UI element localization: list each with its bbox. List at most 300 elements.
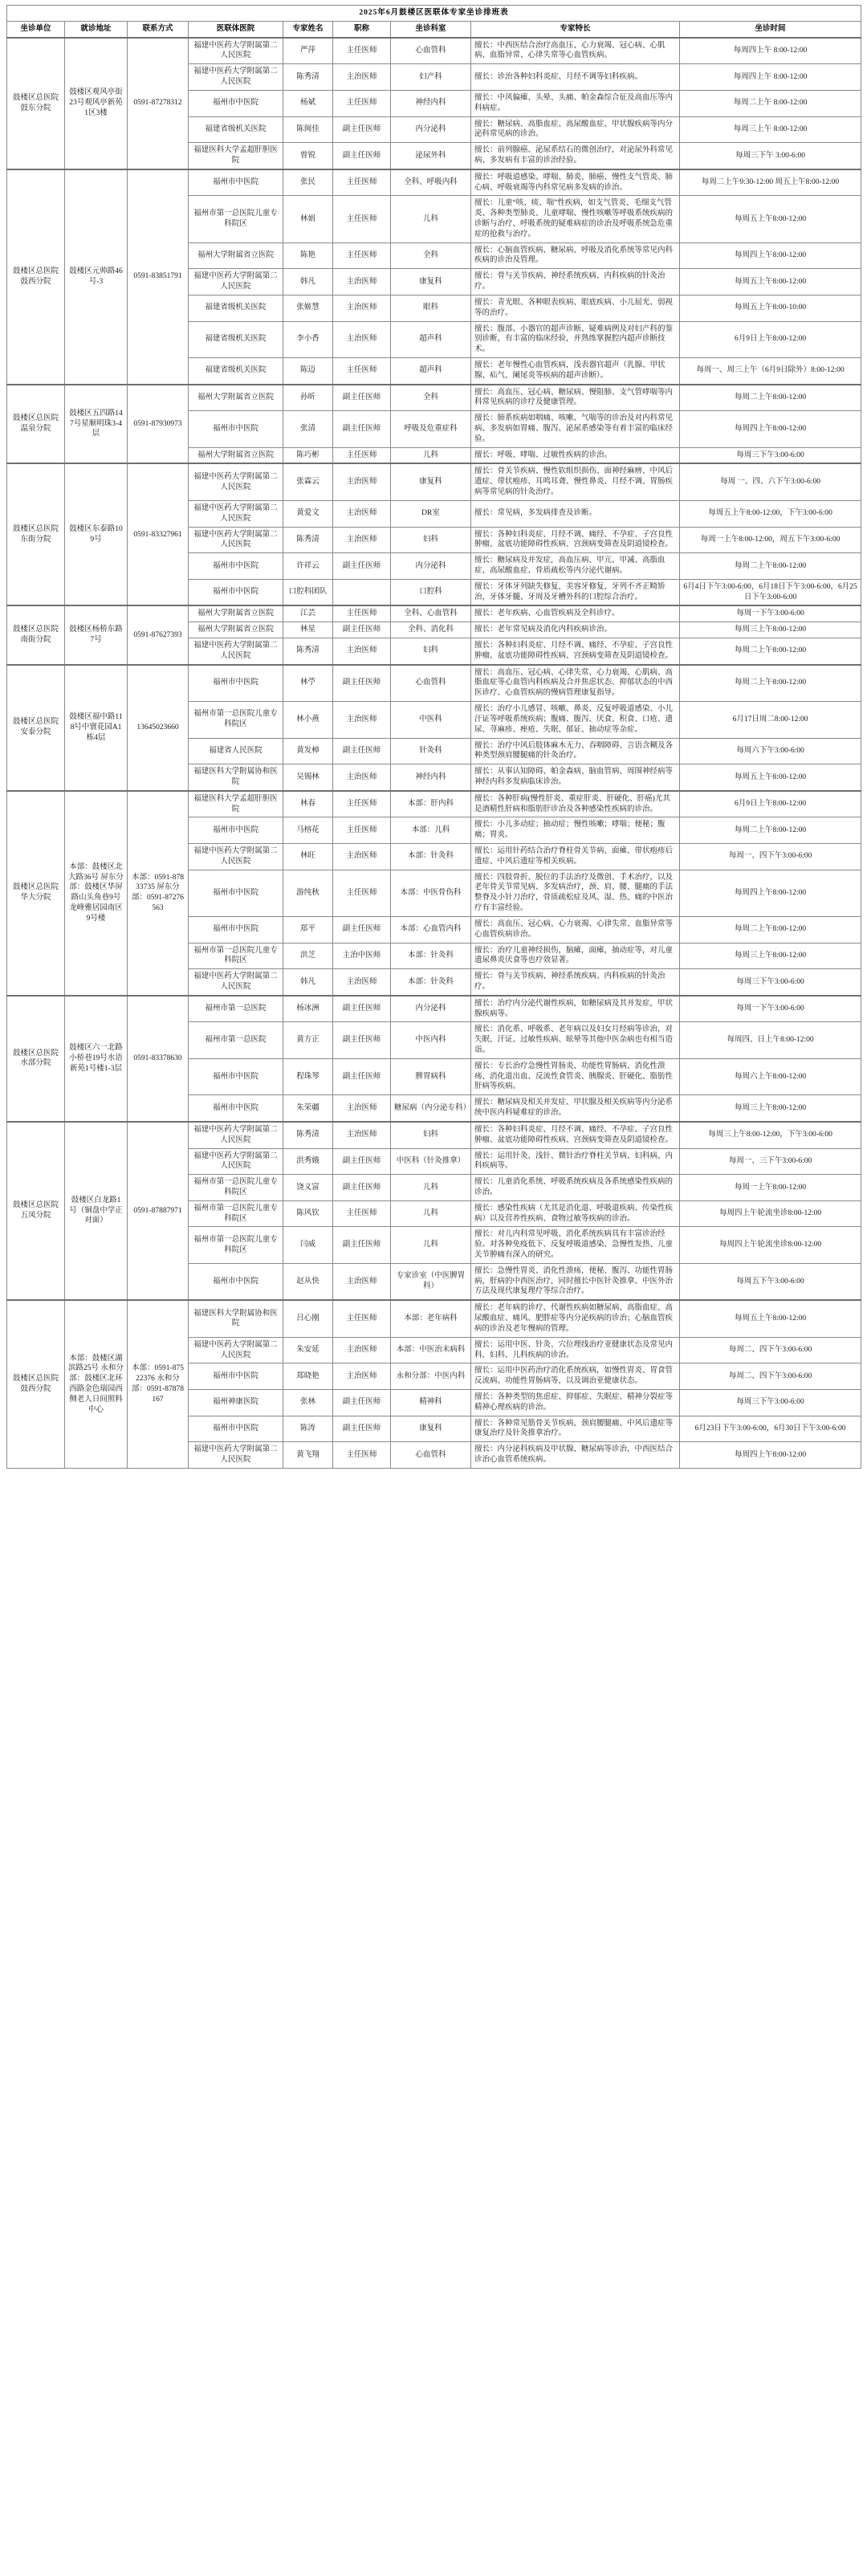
cell-job-title <box>333 579 391 605</box>
cell-hospital: 福州市中医院 <box>189 579 283 605</box>
cell-time: 每周一下午3:00-6:00 <box>680 996 861 1022</box>
cell-hospital: 福州市中医院 <box>189 870 283 916</box>
cell-expert-name: 黄爱文 <box>283 500 333 527</box>
cell-specialty: 擅长：高血压、冠心病、糖尿病、慢阻肺、支气管哮喘等内科常见疾病的诊疗及健康管理。 <box>471 385 680 411</box>
cell-time: 每周三上午8:00-12:00 <box>680 943 861 969</box>
cell-expert-name: 饶义富 <box>283 1175 333 1201</box>
cell-expert-name: 陈风钦 <box>283 1200 333 1227</box>
table-row <box>7 1300 861 1337</box>
cell-specialty: 擅长：糖尿病、高脂血症、高尿酸血症、甲状腺疾病等内分泌科常见病的诊治。 <box>471 116 680 143</box>
cell-department: 本部：中医骨伤科 <box>391 870 471 916</box>
cell-contact: 0591-87627393 <box>128 605 189 664</box>
cell-time: 6月9日上午8:00-12:00 <box>680 321 861 357</box>
cell-hospital: 福建中医药大学附属第二人民医院 <box>189 1442 283 1469</box>
cell-job-title: 主任医师 <box>333 243 391 269</box>
cell-time: 每周三下午3:00-6:00 <box>680 447 861 463</box>
cell-hospital: 福州市中医院 <box>189 1363 283 1390</box>
cell-department: 口腔科 <box>391 579 471 605</box>
cell-hospital: 福建医科大学孟超肝胆医院 <box>189 143 283 169</box>
cell-specialty: 擅长：青光眼、各种眼表疾病、眼底疾病、小儿屈光、弱视等的治疗。 <box>471 295 680 321</box>
cell-expert-name: 吴锡林 <box>283 764 333 791</box>
cell-hospital: 福建中医药大学附属第二人民医院 <box>189 269 283 296</box>
cell-expert-name: 陈巧彬 <box>283 447 333 463</box>
cell-expert-name: 张霖云 <box>283 463 333 500</box>
cell-contact: 0591-87278312 <box>128 38 189 169</box>
cell-job-title: 主任医师 <box>333 169 391 196</box>
cell-department: 本部：针灸科 <box>391 844 471 870</box>
cell-hospital: 福州大学附属省立医院 <box>189 243 283 269</box>
cell-time: 每周二上午8:00-12:00 <box>680 665 861 702</box>
cell-specialty: 擅长：对儿内科常见呼吸、消化系统疾病具有丰富诊治经验。对各种免疫低下、反复呼吸道感染、急慢性发热、儿童关节肿痛有深入的研究。 <box>471 1227 680 1263</box>
cell-unit: 鼓楼区总医院安泰分院 <box>7 665 65 791</box>
cell-specialty: 擅长：前列腺癌、泌尿系结石的微创治疗，对泌尿外科常见病、多发病有丰富的诊治经验。 <box>471 143 680 169</box>
cell-department: 针灸科 <box>391 738 471 764</box>
cell-expert-name: 严萍 <box>283 38 333 64</box>
cell-time: 每周二上午 8:00-12:00 <box>680 90 861 116</box>
cell-department: 妇产科 <box>391 64 471 91</box>
cell-job-title: 副主任医师 <box>333 665 391 702</box>
cell-expert-name: 吕心刚 <box>283 1300 333 1337</box>
cell-department: 脾胃病科 <box>391 1058 471 1094</box>
cell-job-title: 主治医师 <box>333 1095 391 1122</box>
cell-hospital: 福州市第一总医院儿童专科院区 <box>189 1175 283 1201</box>
cell-time: 6月23日下午3:00-6:00，6月30日下午3:00-6:00 <box>680 1416 861 1442</box>
cell-unit: 鼓楼区总医院五凤分院 <box>7 1122 65 1300</box>
cell-expert-name: 朱荣疆 <box>283 1095 333 1122</box>
cell-time: 每周五上午8:00-12:00 <box>680 764 861 791</box>
cell-time: 每周四上午 8:00-12:00 <box>680 64 861 91</box>
cell-hospital: 福州市中医院 <box>189 817 283 844</box>
cell-job-title: 副主任医师 <box>333 411 391 447</box>
cell-expert-name: 黄飞翔 <box>283 1442 333 1469</box>
cell-department: 康复科 <box>391 463 471 500</box>
cell-hospital: 福建中医药大学附属第二人民医院 <box>189 638 283 665</box>
cell-department: 专家诊室（中医脾胃科） <box>391 1263 471 1300</box>
cell-contact: 0591-87930973 <box>128 385 189 464</box>
cell-job-title: 主治中医师 <box>333 943 391 969</box>
schedule-table <box>6 5 861 1469</box>
cell-hospital: 福建省人民医院 <box>189 738 283 764</box>
cell-job-title: 主治医师 <box>333 702 391 738</box>
cell-job-title: 副主任医师 <box>333 996 391 1022</box>
cell-hospital: 福建省级机关医院 <box>189 116 283 143</box>
cell-department: 全科 <box>391 243 471 269</box>
cell-specialty: 擅长：中风偏瘫、头晕、头痛、帕金森综合征及高血压等内科病症。 <box>471 90 680 116</box>
cell-expert-name: 郑晓艳 <box>283 1363 333 1390</box>
cell-expert-name: 林星 <box>283 622 333 638</box>
cell-time: 每周四上午8:00-12:00 <box>680 1442 861 1469</box>
cell-job-title: 主任医师 <box>333 447 391 463</box>
cell-job-title: 副主任医师 <box>333 622 391 638</box>
cell-job-title: 副主任医师 <box>333 1175 391 1201</box>
cell-department: DR室 <box>391 500 471 527</box>
cell-specialty: 擅长：急慢性胃炎、消化性溃疡，便秘、腹泻、功能性胃肠病，肝病的中西医治疗，同时擅长中医针灸推拿、中医外治方法及现代康复理疗等综合治疗。 <box>471 1263 680 1300</box>
header-job-title: 职称 <box>333 21 391 37</box>
cell-job-title: 主治医师 <box>333 321 391 357</box>
table-row <box>7 463 861 500</box>
cell-address: 鼓楼区五四路147号星顺明珠3-4层 <box>65 385 128 464</box>
cell-time: 6月4日下午3:00-6:00，6月18日下午3:00-6:00，6月25日下午3:00-6:00 <box>680 579 861 605</box>
cell-specialty: 擅长：运用中医、针灸、穴位埋线治疗亚健康状态及常见内科、妇科、儿科疾病的诊治。 <box>471 1337 680 1363</box>
cell-specialty: 擅长：内分泌科疾病及甲状腺、糖尿病等诊治，中西医结合诊治心血管系统疾病。 <box>471 1442 680 1469</box>
cell-job-title: 主治医师 <box>333 500 391 527</box>
cell-unit: 鼓楼区总医院鼓西分院 <box>7 1300 65 1468</box>
cell-job-title: 副主任医师 <box>333 1058 391 1094</box>
cell-expert-name: 陈迈 <box>283 357 333 384</box>
table-row <box>7 996 861 1022</box>
cell-unit: 鼓楼区总医院南街分院 <box>7 605 65 664</box>
cell-specialty: 擅长：骨关节疾病、慢性软组织损伤、面神经麻痹、中风后遗症、带状疱疹、耳鸣耳聋、慢性鼻炎、月经不调、胃肠疾病等常见病的针灸治疗。 <box>471 463 680 500</box>
cell-hospital: 福建中医药大学附属第二人民医院 <box>189 1148 283 1175</box>
cell-job-title: 副主任医师 <box>333 143 391 169</box>
header-department: 坐诊科室 <box>391 21 471 37</box>
cell-specialty: 擅长：小儿多动症；抽动症；慢性咳嗽；哮喘；便秘；腹痛；胃炎。 <box>471 817 680 844</box>
cell-contact: 本部：0591-87522376 永和分部：0591-87878167 <box>128 1300 189 1468</box>
cell-time: 每周二、四下午3:00-6:00 <box>680 1363 861 1390</box>
cell-hospital: 福州市第一总医院儿童专科院区 <box>189 196 283 243</box>
cell-hospital: 福州市中医院 <box>189 1058 283 1094</box>
table-head <box>7 6 861 38</box>
cell-specialty: 擅长：高血压、冠心病、心力衰竭、心律失常、血脂异常等心血管疾病诊治。 <box>471 916 680 943</box>
cell-time: 每周五上午8:00-12:00 <box>680 1300 861 1337</box>
cell-time: 每周四上午8:00-12:00 <box>680 870 861 916</box>
cell-time: 每周五上午8:00-12:00 <box>680 196 861 243</box>
cell-hospital: 福建中医药大学附属第二人民医院 <box>189 64 283 91</box>
cell-department: 呼吸及危重症科 <box>391 411 471 447</box>
cell-expert-name: 张民 <box>283 169 333 196</box>
cell-specialty: 擅长：各种常见筋骨关节疾病、颈肩腰腿痛、中风后遗症等康复治疗及针灸推拿治疗。 <box>471 1416 680 1442</box>
table-row <box>7 1122 861 1148</box>
cell-time: 每周四上午轮流坐诊8:00-12:00 <box>680 1227 861 1263</box>
cell-time: 每周五下午3:00-6:00 <box>680 1263 861 1300</box>
cell-department: 超声科 <box>391 357 471 384</box>
cell-expert-name: 林旺 <box>283 844 333 870</box>
cell-job-title: 主治医师 <box>333 295 391 321</box>
cell-hospital: 福建省级机关医院 <box>189 295 283 321</box>
cell-job-title: 副主任医师 <box>333 738 391 764</box>
cell-job-title: 主任医师 <box>333 196 391 243</box>
cell-expert-name: 韩凡 <box>283 969 333 996</box>
cell-job-title: 副主任医师 <box>333 385 391 411</box>
cell-department: 儿科 <box>391 1200 471 1227</box>
cell-address: 鼓楼区白龙路1号（铜盘中学正对面） <box>65 1122 128 1300</box>
cell-job-title: 主任医师 <box>333 791 391 817</box>
cell-hospital: 福州市中医院 <box>189 665 283 702</box>
cell-specialty: 擅长：消化系、呼吸系、老年病以及妇女月经病等诊治，对失眠、汗证、过敏性疾病、眩晕等其他中医杂病也有相当造诣。 <box>471 1022 680 1058</box>
cell-specialty: 擅长：常见病，多发病排查及诊断。 <box>471 500 680 527</box>
cell-department: 本部：心血管内科 <box>391 916 471 943</box>
cell-hospital: 福建医科大学孟超肝胆医院 <box>189 791 283 817</box>
cell-department: 眼科 <box>391 295 471 321</box>
cell-hospital: 福建中医药大学附属第二人民医院 <box>189 844 283 870</box>
cell-department: 永和分部：中医内科 <box>391 1363 471 1390</box>
cell-hospital: 福州大学附属省立医院 <box>189 605 283 622</box>
cell-specialty: 擅长：各种类型的焦虑症、抑郁症、失眠症、精神分裂症等精神心理疾病的诊治。 <box>471 1389 680 1416</box>
cell-job-title: 主治医师 <box>333 969 391 996</box>
cell-hospital: 福建中医药大学附属第二人民医院 <box>189 527 283 553</box>
cell-hospital: 福州市第一总医院 <box>189 1022 283 1058</box>
cell-expert-name: 陈秀清 <box>283 64 333 91</box>
cell-time: 每周二上午8:00-12:00 <box>680 817 861 844</box>
cell-hospital: 福建中医药大学附属第二人民医院 <box>189 969 283 996</box>
cell-unit: 鼓楼区总医院温泉分院 <box>7 385 65 464</box>
cell-expert-name: 林小燕 <box>283 702 333 738</box>
cell-specialty: 擅长：糖尿病及并发症，高血压病、甲亢、甲减、高脂血症、高尿酸血症、骨质疏松等内分泌代谢病。 <box>471 553 680 580</box>
cell-hospital: 福州大学附属省立医院 <box>189 385 283 411</box>
cell-time: 每周三上午8:00-12:00 <box>680 1095 861 1122</box>
cell-time: 每周三上午8:00-12:00 <box>680 622 861 638</box>
cell-job-title: 主任医师 <box>333 38 391 64</box>
cell-job-title: 副主任医师 <box>333 1389 391 1416</box>
title-row <box>7 6 861 22</box>
cell-contact: 0591-83378630 <box>128 996 189 1122</box>
cell-time: 每周二、四下午3:00-6:00 <box>680 1337 861 1363</box>
cell-hospital: 福建省级机关医院 <box>189 357 283 384</box>
cell-job-title: 主任医师 <box>333 1442 391 1469</box>
cell-expert-name: 闫威 <box>283 1227 333 1263</box>
cell-time: 每周四上午8:00-12:00 <box>680 243 861 269</box>
cell-department: 本部：儿科 <box>391 817 471 844</box>
cell-unit: 鼓楼区总医院鼓东分院 <box>7 38 65 169</box>
cell-expert-name: 黄方正 <box>283 1022 333 1058</box>
cell-job-title: 副主任医师 <box>333 553 391 580</box>
cell-hospital: 福州大学附属省立医院 <box>189 447 283 463</box>
cell-expert-name: 张清 <box>283 411 333 447</box>
cell-job-title: 主治医师 <box>333 844 391 870</box>
cell-specialty: 擅长：高血压、冠心病、心律失常、心力衰竭、心肌病、高脂血症等心血管内科疾病及合并焦虑状态、抑郁状态的中西医诊疗、心血管疾病的慢病管理康复指导。 <box>471 665 680 702</box>
cell-time: 每周一上午8:00-12:00，周五下午3:00-6:00 <box>680 527 861 553</box>
cell-specialty: 擅长：各种妇科炎症、月经不调、痛经、不孕症、子宫良性肿瘤、盆底功能障碍性疾病、宫颈病变筛查及阴道镜检查。 <box>471 1122 680 1148</box>
cell-expert-name: 朱安延 <box>283 1337 333 1363</box>
cell-department: 妇科 <box>391 638 471 665</box>
cell-specialty: 擅长：各种肝病(慢性肝炎、重症肝炎、肝硬化、肝癌)尤其是酒精性肝病和脂肪肝诊治及各种感染性疾病的诊治。 <box>471 791 680 817</box>
cell-hospital: 福建中医药大学附属第二人民医院 <box>189 463 283 500</box>
cell-contact: 本部：0591-87833735 屏东分部：0591-87276563 <box>128 791 189 996</box>
cell-department: 精神科 <box>391 1389 471 1416</box>
cell-department: 超声科 <box>391 321 471 357</box>
cell-time: 每周三上午 8:00-12:00 <box>680 116 861 143</box>
cell-time: 每周 一、四、六下午3:00-6:00 <box>680 463 861 500</box>
cell-hospital: 福州市第一总医院儿童专科院区 <box>189 943 283 969</box>
cell-unit: 鼓楼区总医院东街分院 <box>7 463 65 605</box>
cell-expert-name: 杨斌 <box>283 90 333 116</box>
cell-department: 全科 <box>391 385 471 411</box>
cell-time: 每周一下午3:00-6:00 <box>680 605 861 622</box>
cell-department: 康复科 <box>391 1416 471 1442</box>
table-row <box>7 665 861 702</box>
cell-job-title: 主治医师 <box>333 764 391 791</box>
cell-department: 神经内科 <box>391 90 471 116</box>
cell-specialty: 擅长：四肢骨折、脱位的手法治疗及微创、手术治疗，以及老年骨关节常见病、多发病治疗，颈、肩、腰、腿痛的手法整脊及小针刀治疗，骨质疏松症及风、湿、热、痛的中医治疗有丰富经验。 <box>471 870 680 916</box>
cell-job-title: 主任医师 <box>333 605 391 622</box>
cell-expert-name: 游纯秋 <box>283 870 333 916</box>
cell-expert-name: 张林 <box>283 1389 333 1416</box>
cell-job-title: 主任医师 <box>333 817 391 844</box>
schedule-sheet <box>0 5 867 1469</box>
cell-address: 鼓楼区杨桥东路7号 <box>65 605 128 664</box>
cell-expert-name: 曾锐 <box>283 143 333 169</box>
cell-time: 6月17日周二8:00-12:00 <box>680 702 861 738</box>
cell-expert-name: 赵从快 <box>283 1263 333 1300</box>
cell-hospital: 福州市中医院 <box>189 553 283 580</box>
cell-specialty: 擅长：感染性疾病（尤其是消化道、呼吸道疾病、传染性疾病）以及营养性疾病、食物过敏等疾病的诊治。 <box>471 1200 680 1227</box>
cell-hospital: 福建省级机关医院 <box>189 321 283 357</box>
cell-specialty: 擅长：从事认知障碍、帕金森病、脑血管病、周围神经病等神经内科多发病临床诊治。 <box>471 764 680 791</box>
cell-job-title: 主任医师 <box>333 357 391 384</box>
cell-department: 中医内科 <box>391 1022 471 1058</box>
cell-expert-name: 许祥云 <box>283 553 333 580</box>
cell-time: 每周三下午3:00-6:00 <box>680 969 861 996</box>
cell-expert-name: 张姬慧 <box>283 295 333 321</box>
cell-specialty: 擅长：儿童消化系统、呼吸系统疾病及各系统感染性疾病的诊治。 <box>471 1175 680 1201</box>
cell-address: 本部：鼓楼区北大路36号 屏东分部：鼓楼区华屏路山头角巷9号龙峰雅居园南区9号楼 <box>65 791 128 996</box>
cell-job-title: 副主任医师 <box>333 116 391 143</box>
cell-department: 儿科 <box>391 196 471 243</box>
cell-specialty: 擅长：老年常见病及消化内科疾病诊治。 <box>471 622 680 638</box>
cell-hospital: 福州市第一总医院 <box>189 996 283 1022</box>
cell-job-title: 副主任医师 <box>333 1416 391 1442</box>
cell-expert-name: 洪秀娥 <box>283 1148 333 1175</box>
cell-specialty: 擅长：腹部、小器官的超声诊断、疑难病例及对妇产科的鉴别诊断，有丰富的临床经验，并熟练掌握腔内超声诊断技术。 <box>471 321 680 357</box>
cell-time: 每周一、三下午3:00-6:00 <box>680 1148 861 1175</box>
header-expert-name: 专家姓名 <box>283 21 333 37</box>
cell-specialty: 擅长：治疗中风后肢体麻木无力、吞咽障碍、言语含糊及各种类型颈肩腰腿痛的针灸治疗。 <box>471 738 680 764</box>
cell-expert-name: 马榕花 <box>283 817 333 844</box>
cell-specialty: 擅长：运用针药结合治疗脊柱骨关节病、面瘫、带状疱疹后遗症、中风后遗症等相关疾病。 <box>471 844 680 870</box>
cell-department: 内分泌科 <box>391 553 471 580</box>
cell-hospital: 福州市第一总医院儿童专科院区 <box>189 1200 283 1227</box>
cell-job-title: 副主任医师 <box>333 1022 391 1058</box>
cell-specialty: 擅长：肺系疾病如咽痛、咳嗽、气喘等的诊治及对内科常见病、多发病如胃痛、腹泻、泌尿系感染等有着丰富的临床经验。 <box>471 411 680 447</box>
header-contact: 联系方式 <box>128 21 189 37</box>
cell-department: 心血管科 <box>391 1442 471 1469</box>
cell-unit: 鼓楼区总医院华大分院 <box>7 791 65 996</box>
cell-department: 心血管科 <box>391 38 471 64</box>
header-unit: 坐诊单位 <box>7 21 65 37</box>
cell-department: 全科、消化科 <box>391 622 471 638</box>
cell-time: 每周二上午8:00-12:00 <box>680 638 861 665</box>
cell-specialty: 擅长：老年慢性心血管疾病，浅表器官超声（乳腺、甲状腺、疝气、阑尾炎等疾病的超声诊断）。 <box>471 357 680 384</box>
cell-contact: 0591-83327961 <box>128 463 189 605</box>
cell-time: 每周六上午8:00-12:00 <box>680 1058 861 1094</box>
cell-department: 内分泌科 <box>391 116 471 143</box>
cell-expert-name: 林苧 <box>283 665 333 702</box>
cell-expert-name: 陈秀清 <box>283 638 333 665</box>
cell-department: 本部：肝内科 <box>391 791 471 817</box>
cell-time: 每周四上午 8:00-12:00 <box>680 38 861 64</box>
cell-specialty: 擅长：呼吸道感染、哮喘、肺炎、肺癌、慢性支气管炎、肺心病、呼吸衰竭等内科常见病多发病的诊治。 <box>471 169 680 196</box>
cell-department: 妇科 <box>391 1122 471 1148</box>
cell-unit: 鼓楼区总医院鼓西分院 <box>7 169 65 385</box>
cell-department: 内分泌科 <box>391 996 471 1022</box>
cell-hospital: 福州市中医院 <box>189 169 283 196</box>
cell-hospital: 福州神康医院 <box>189 1389 283 1416</box>
cell-specialty: 擅长：呼吸、哮喘、过敏性疾病的诊治。 <box>471 447 680 463</box>
cell-time: 6月9日上午8:00-12:00 <box>680 791 861 817</box>
cell-address: 鼓楼区元帅路46号-3 <box>65 169 128 385</box>
cell-job-title: 主任医师 <box>333 1300 391 1337</box>
cell-department: 本部：针灸科 <box>391 943 471 969</box>
cell-department: 全科、呼吸内科 <box>391 169 471 196</box>
cell-time: 每周三下午 3:00-6:00 <box>680 143 861 169</box>
cell-job-title: 主治医师 <box>333 1363 391 1390</box>
cell-department: 神经内科 <box>391 764 471 791</box>
cell-time: 每周一上午8:00-12:00 <box>680 1175 861 1201</box>
cell-expert-name: 陈艳 <box>283 243 333 269</box>
cell-expert-name: 陈闽佳 <box>283 116 333 143</box>
cell-specialty: 擅长：牙体牙列缺失修复，美容牙修复，牙列不齐正畸矫治，牙体牙髓、牙周及牙槽外科的口腔综合治疗。 <box>471 579 680 605</box>
header-time: 坐诊时间 <box>680 21 861 37</box>
cell-specialty: 擅长：专长治疗急慢性胃肠炎、功能性胃肠病、消化性溃疡、消化道出血、反流性食管炎、胰腺炎、肝硬化、脂肪性肝病等疾病。 <box>471 1058 680 1094</box>
cell-expert-name: 江芸 <box>283 605 333 622</box>
cell-department: 中医科 <box>391 702 471 738</box>
cell-expert-name: 孙昕 <box>283 385 333 411</box>
cell-time: 每周二上午8:00-12:00 <box>680 916 861 943</box>
cell-contact: 0591-83851791 <box>128 169 189 385</box>
cell-specialty: 擅长：运用中医药治疗消化系统疾病，如慢性胃炎、胃食管反流病、功能性胃肠病等，以及调治亚健康状态。 <box>471 1363 680 1390</box>
page-title: 2025年6月鼓楼区医联体专家坐诊排班表 <box>7 6 861 22</box>
cell-time: 每周二上午9:30-12:00 周五上午8:00-12:00 <box>680 169 861 196</box>
cell-specialty: 擅长：骨与关节疾病、神经系统疾病、内科疾病的针灸治疗。 <box>471 269 680 296</box>
cell-hospital: 福州市中医院 <box>189 1263 283 1300</box>
cell-expert-name: 郑平 <box>283 916 333 943</box>
cell-expert-name: 陈涛 <box>283 1416 333 1442</box>
cell-hospital: 福建中医药大学附属第二人民医院 <box>189 1337 283 1363</box>
cell-specialty: 擅长：儿童“咳、痰、喘”性疾病，如支气管炎、毛细支气管炎、各种类型肺炎、儿童哮喘、慢性咳嗽等呼吸系统疾病的诊断与治疗、呼吸系统的疑难病症的诊治及呼吸系统急危重症的抢救与治疗。 <box>471 196 680 243</box>
cell-address: 鼓楼区福中路118号中寰花园A1栋4层 <box>65 665 128 791</box>
cell-job-title: 主任医师 <box>333 1200 391 1227</box>
cell-expert-name: 杨冰洲 <box>283 996 333 1022</box>
cell-expert-name: 韩凡 <box>283 269 333 296</box>
cell-job-title: 副主任医师 <box>333 1148 391 1175</box>
cell-department: 儿科 <box>391 447 471 463</box>
cell-contact: 13645023660 <box>128 665 189 791</box>
cell-time: 每周六下午3:00-6:00 <box>680 738 861 764</box>
table-row <box>7 791 861 817</box>
header-row <box>7 21 861 37</box>
cell-job-title: 主任医师 <box>333 870 391 916</box>
cell-specialty: 擅长：治疗儿童神经损伤，脑瘫，面瘫，抽动症等，对儿童遗尿鼻炎厌食等也疗效显著。 <box>471 943 680 969</box>
cell-hospital: 福建中医药大学附属第二人民医院 <box>189 38 283 64</box>
cell-hospital: 福州市第一总医院儿童专科院区 <box>189 1227 283 1263</box>
cell-hospital: 福建中医药大学附属第二人民医院 <box>189 1122 283 1148</box>
cell-job-title: 主治医师 <box>333 463 391 500</box>
table-body <box>7 38 861 1469</box>
cell-expert-name: 黄发樟 <box>283 738 333 764</box>
cell-unit: 鼓楼区总医院水部分院 <box>7 996 65 1122</box>
cell-department: 儿科 <box>391 1227 471 1263</box>
cell-time: 每周五上午8:00-12:00 <box>680 269 861 296</box>
cell-expert-name: 陈秀清 <box>283 1122 333 1148</box>
cell-department: 儿科 <box>391 1175 471 1201</box>
cell-job-title: 主治医师 <box>333 527 391 553</box>
cell-specialty: 擅长：运用针灸、浅针、微针治疗脊柱关节病、妇科病、内科疾病等。 <box>471 1148 680 1175</box>
cell-job-title: 主治医师 <box>333 269 391 296</box>
cell-contact: 0591-87887971 <box>128 1122 189 1300</box>
cell-time: 每周五上午8:00-10:00 <box>680 295 861 321</box>
cell-department: 泌尿外科 <box>391 143 471 169</box>
cell-hospital: 福州市第一总医院儿童专科院区 <box>189 702 283 738</box>
cell-job-title: 副主任医师 <box>333 1227 391 1263</box>
cell-specialty: 擅长：各种妇科炎症、月经不调、痛经、不孕症、子宫良性肿瘤、盆底功能障碍性疾病、宫颈病变筛查及阴道镜检查。 <box>471 638 680 665</box>
cell-hospital: 福州市中医院 <box>189 411 283 447</box>
cell-hospital: 福州市中医院 <box>189 1416 283 1442</box>
cell-hospital: 福州市中医院 <box>189 1095 283 1122</box>
cell-department: 全科、心血管科 <box>391 605 471 622</box>
cell-address: 鼓楼区六一北路小桥巷19号水语新苑1号楼1-3层 <box>65 996 128 1122</box>
cell-address: 本部：鼓楼区湖滨路25号 永和分部：鼓楼区北环西路金色瑞园西侧老人日间照料中心 <box>65 1300 128 1468</box>
cell-address: 鼓楼区观风亭街23号观风亭新苑1区3楼 <box>65 38 128 169</box>
